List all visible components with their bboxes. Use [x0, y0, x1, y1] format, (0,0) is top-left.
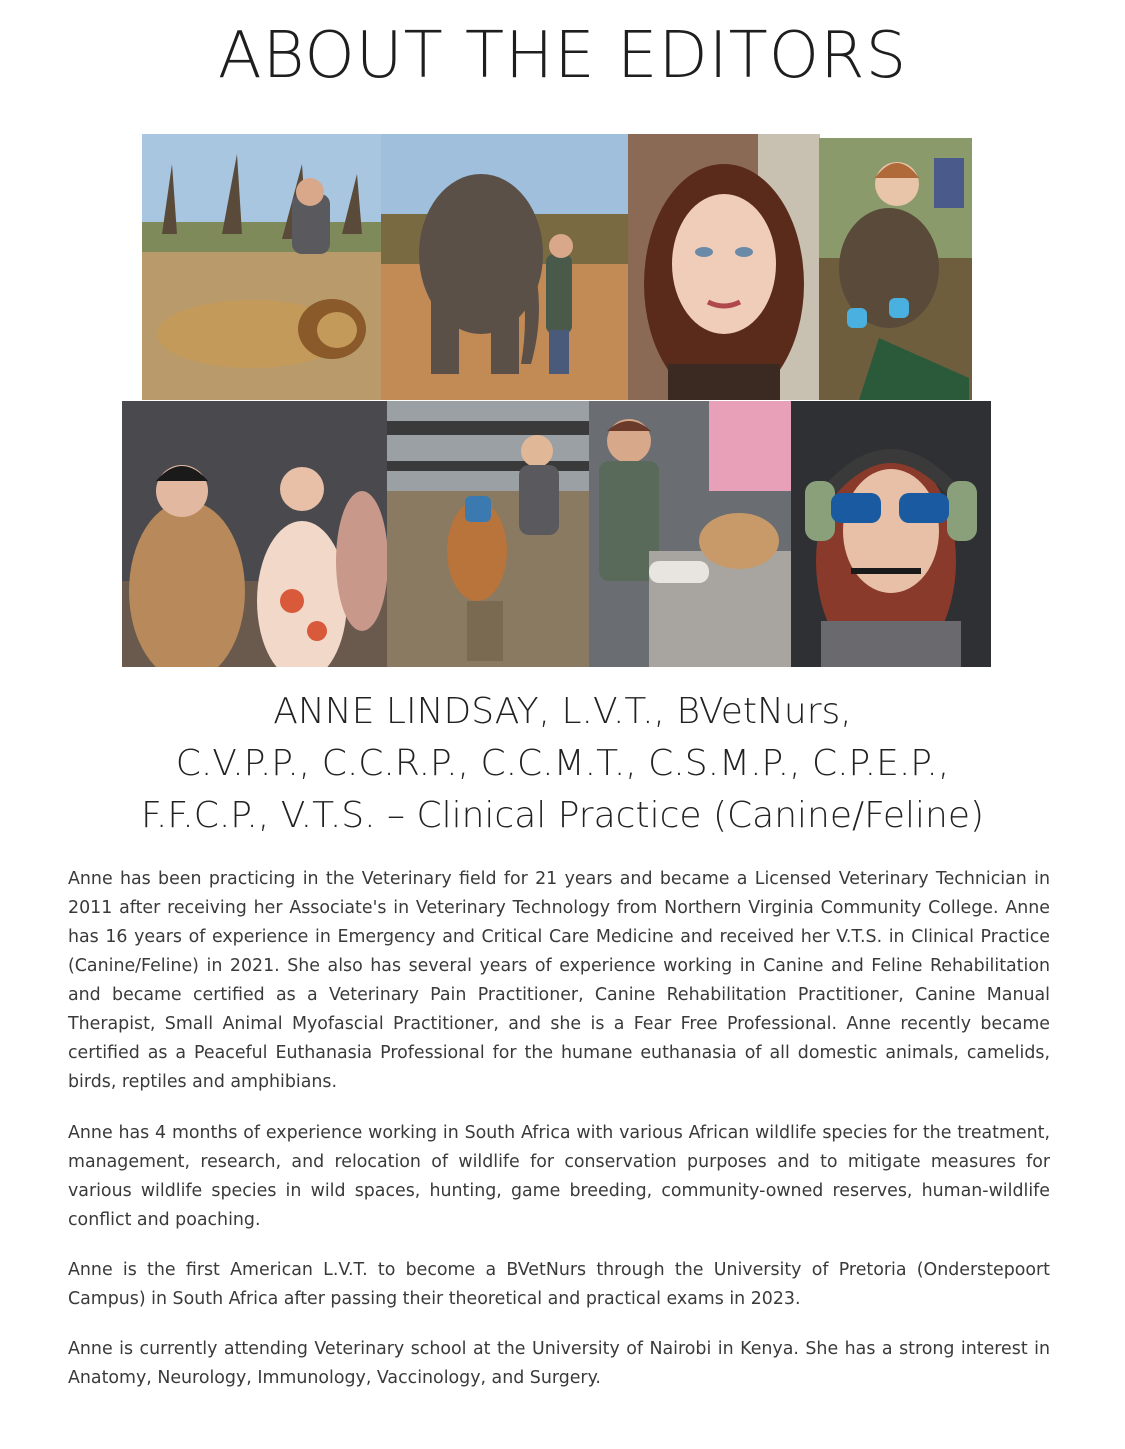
- page-title: ABOUT THE EDITORS: [217, 19, 908, 93]
- editor-name-line-1: ANNE LINDSAY, L.V.T., BVetNurs,: [273, 691, 852, 732]
- helicopter-headset-photo-icon: [791, 401, 991, 667]
- editor-name-heading: [0, 686, 1125, 842]
- antelope-truck-photo-icon: [387, 401, 590, 667]
- bio-paragraph-4: Anne is currently attending Veterinary school at the University of Nairobi in Kenya. She has a strong interest in Anatomy, Neurology, Immunology, Vaccinology, and Surgery.: [68, 1339, 1050, 1388]
- procedure-photo-icon: [589, 401, 792, 667]
- editor-name-line-2: C.V.P.P., C.C.R.P., C.C.M.T., C.S.M.P., C.P.E.P.,: [175, 743, 950, 784]
- elephant-photo-icon: [381, 134, 629, 400]
- portrait-photo-icon: [628, 134, 820, 400]
- bio-paragraph-1: Anne has been practicing in the Veterinary field for 21 years and became a Licensed Veterinary Technician in 2011 after receiving her Associate's in Veterinary Technology from Northern Virginia Community College. Anne has 16 years of experience in Emergency and Critical Care Medicine and received her V.T.S. in Clinical Practice (Canine/Feline) in 2021. She also has several years of experience working in Canine and Feline Rehabilitation and became certified as a Veterinary Pain Practitioner, Canine Rehabilitation Practitioner, Canine Manual Therapist, Small Animal Myofascial Practitioner, and she is a Fear Free Professional. Anne recently became certified as a Peaceful Euthanasia Professional for the humane euthanasia of all domestic animals, camelids, birds, reptiles and amphibians.: [68, 869, 1050, 1092]
- bio-paragraph-2: Anne has 4 months of experience working in South Africa with various African wildlife species for the treatment, management, research, and relocation of wildlife for conservation purposes and to mitigate measures for various wildlife species in wild spaces, hunting, game breeding, community-owned reserves, human-wildlife conflict and poaching.: [68, 1123, 1050, 1230]
- bio-paragraph-3: Anne is the first American L.V.T. to become a BVetNurs through the University of Pretoria (Onderstepoort Campus) in South Africa after passing their theoretical and practical exams in 2023.: [68, 1260, 1050, 1309]
- lion-photo-icon: [142, 134, 382, 400]
- field-work-photo-icon: [819, 138, 972, 400]
- group-photo-icon: [122, 401, 388, 667]
- editor-name-line-3: F.F.C.P., V.T.S. – Clinical Practice (Canine/Feline): [140, 795, 985, 836]
